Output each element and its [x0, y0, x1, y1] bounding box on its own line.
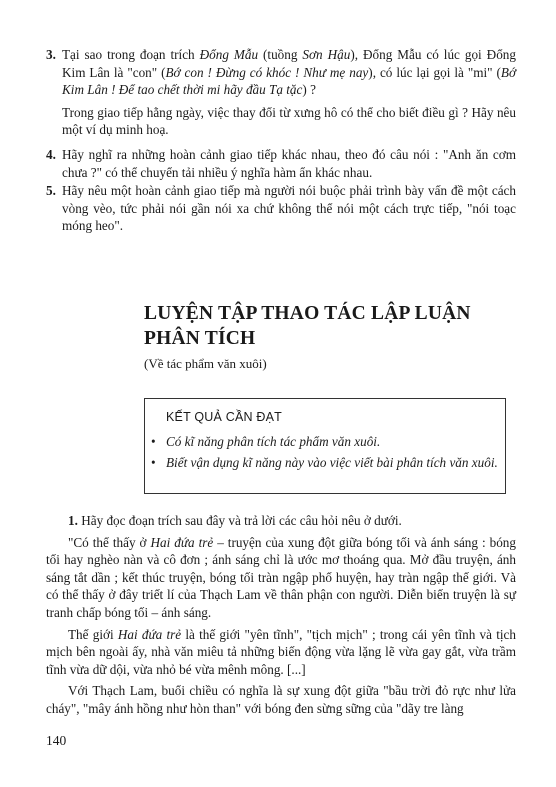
bullet-icon: •	[151, 454, 156, 470]
question-number: 3.	[46, 47, 56, 62]
question-4	[46, 146, 516, 181]
question-text: Tại sao trong đoạn trích Đổng Mẫu (tuồng Sơn Hậu), Đổng Mẫu có lúc gọi Đổng Kim Lân là "con" (Bớ con ! Đừng có khóc ! Như mẹ nay), có lúc lại gọi là "mi" (Bớ Kim Lân ! Để tao chết thời mi hãy đầu Tạ tặc) ?	[62, 47, 516, 98]
question-subtext: Trong giao tiếp hằng ngày, việc thay đổi từ xưng hô có thể cho biết điều gì ? Hãy nêu một ví dụ minh hoạ.	[62, 104, 516, 138]
exercise-number: 1.	[68, 513, 78, 528]
play-title: Sơn Hậu	[302, 47, 351, 62]
list-item: • Biết vận dụng kĩ năng này vào việc viết bài phân tích văn xuôi.	[151, 454, 498, 470]
box-heading: KẾT QUẢ CẦN ĐẠT	[166, 410, 282, 424]
outcomes-list	[151, 433, 501, 474]
section-title: LUYỆN TẬP THAO TÁC LẬP LUẬN PHÂN TÍCH	[144, 303, 471, 349]
list-item: • Có kĩ năng phân tích tác phẩm văn xuôi.	[151, 434, 381, 449]
page-number: 140	[46, 733, 67, 748]
excerpt-paragraph: Thế giới Hai đứa trẻ là thế giới "yên tĩnh", "tịch mịch" ; trong cái yên tĩnh và tịch mịch bên ngoài ấy, nhà văn miêu tả những biến động vừa lặng lẽ vừa gay gắt, vừa trầm tĩnh vừa dữ dội, vừa nhỏ bé vừa mênh mông. [...]	[46, 626, 516, 677]
exercise-block	[46, 512, 516, 722]
work-title: Hai đứa trẻ	[117, 626, 182, 642]
question-3	[46, 46, 516, 139]
work-title: Đổng Mẫu	[199, 47, 259, 62]
question-text: Hãy nghĩ ra những hoàn cảnh giao tiếp khác nhau, theo đó câu nói : "Anh ăn cơm chưa ?" có thể chuyển tải nhiều ý nghĩa hàm ẩn khác nhau.	[62, 147, 516, 180]
bullet-icon: •	[151, 434, 156, 449]
question-number: 5.	[46, 183, 56, 198]
excerpt-paragraph: "Có thể thấy ở Hai đứa trẻ – truyện của xung đột giữa bóng tối và ánh sáng : bóng tối hay nghèo nàn và cô đơn ; ánh sáng chỉ là ước mơ thoáng qua. Mở đầu truyện, ánh sáng tắt dần ; kết thúc truyện, bóng tối tràn ngập phố huyện, hay tràn ngập thế giới. Và có thể thấy ở đây triết lí của Thạch Lam về thân phận con người. Diễn biến truyện là sự tranh chấp bóng tối – ánh sáng.	[46, 534, 516, 620]
exercise-instruction: 1. Hãy đọc đoạn trích sau đây và trả lời các câu hỏi nêu ở dưới.	[68, 513, 402, 528]
question-text: Hãy nêu một hoàn cảnh giao tiếp mà người nói buộc phải trình bày vấn đề một cách vòng vèo, tức phải nói gần nói xa chứ không thể nói một cách trực tiếp, "nói toạc móng heo".	[62, 183, 516, 234]
excerpt-paragraph: Với Thạch Lam, buổi chiều có nghĩa là sự xung đột giữa "bầu trời đỏ rực như lửa cháy", "mây ánh hồng như hòn than" với bóng đen sừng sững của "dãy tre làng	[46, 683, 516, 716]
work-title: Hai đứa trẻ	[150, 534, 214, 550]
section-subtitle: (Về tác phẩm văn xuôi)	[144, 356, 267, 371]
question-number: 4.	[46, 147, 56, 162]
quote: Bớ Kim Lân ! Để tao chết thời mi hãy đầu Tạ tặc	[62, 64, 516, 98]
quote: Bớ con ! Đừng có khóc ! Như mẹ nay	[165, 64, 369, 80]
question-5	[46, 182, 516, 235]
learning-outcomes-box	[144, 398, 506, 494]
